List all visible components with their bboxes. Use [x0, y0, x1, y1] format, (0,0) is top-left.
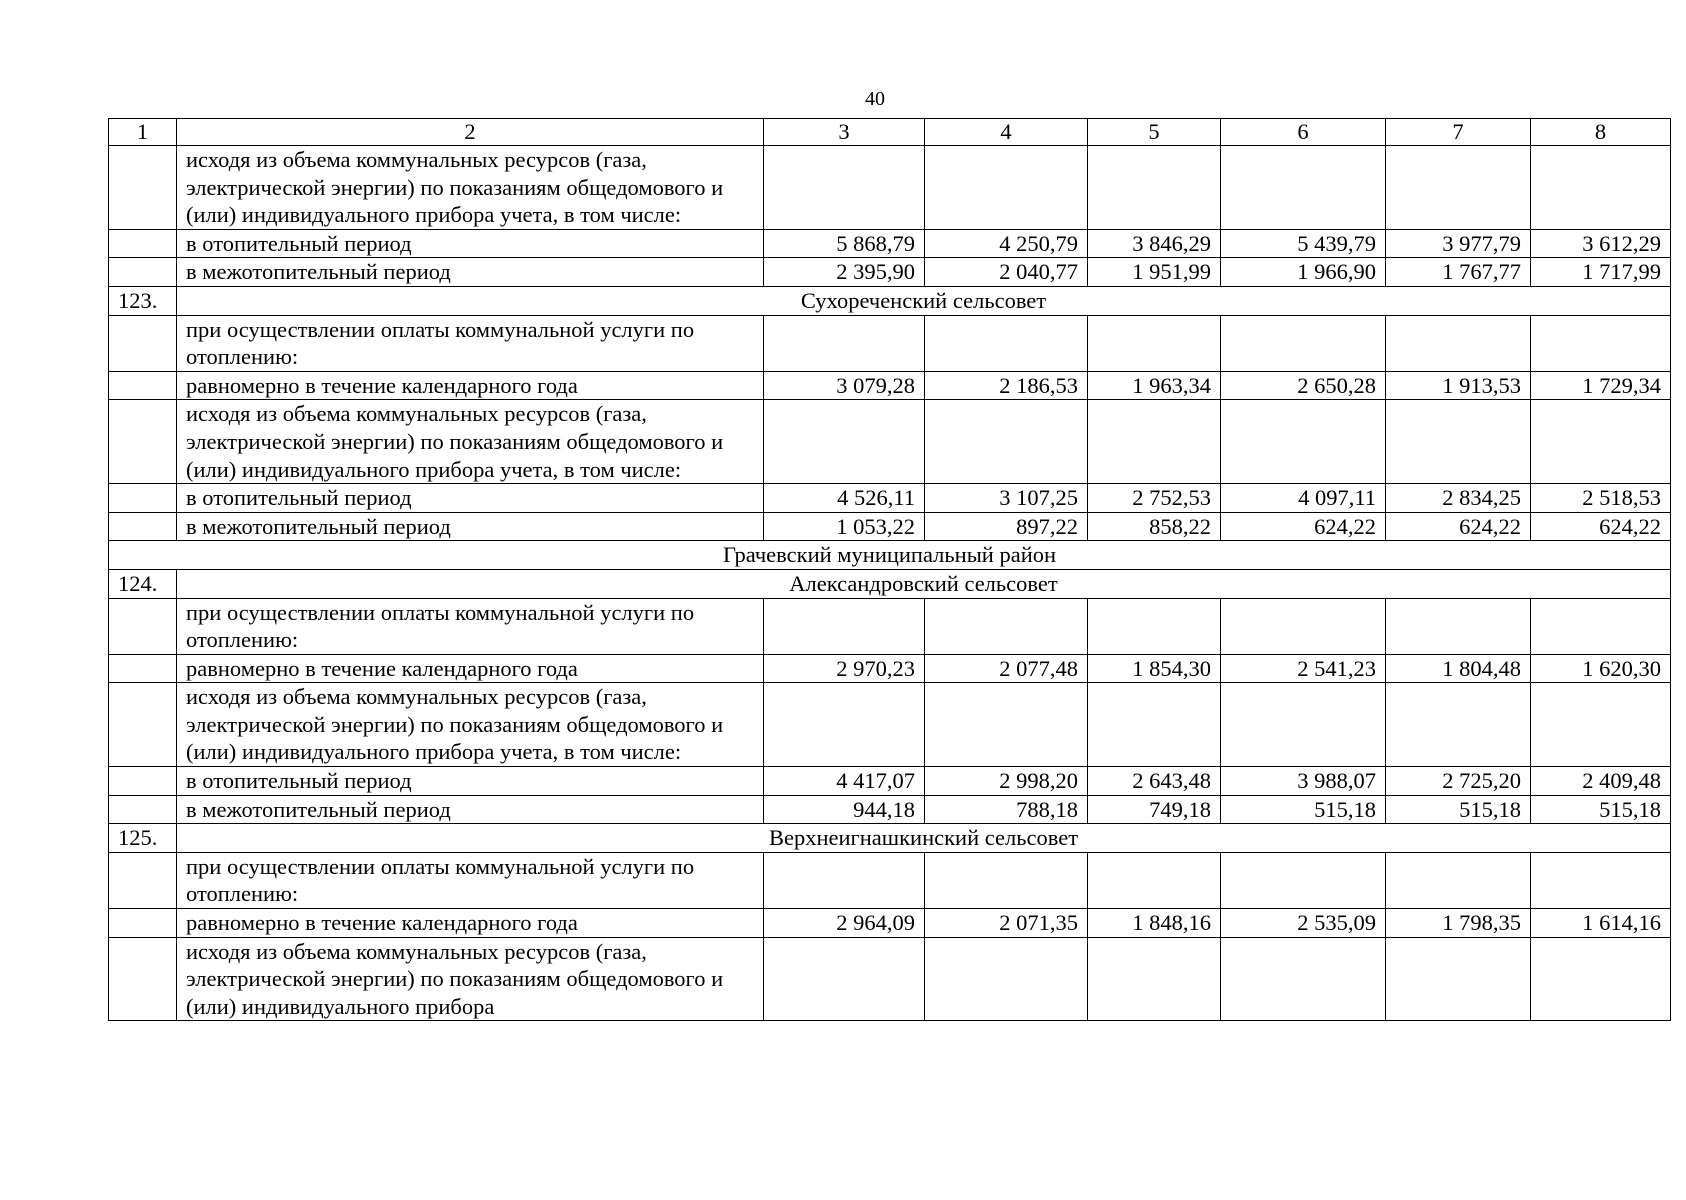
- value-cell: 3 846,29: [1088, 229, 1221, 258]
- value-cell: [925, 852, 1088, 908]
- value-cell: 3 612,29: [1531, 229, 1671, 258]
- value-cell: [925, 146, 1088, 230]
- value-cell: 515,18: [1531, 795, 1671, 824]
- row-number: 124.: [109, 569, 177, 598]
- value-cell: [925, 400, 1088, 484]
- settlement-header-row: [109, 569, 1671, 598]
- value-cell: 3 107,25: [925, 484, 1088, 513]
- value-cell: [1386, 852, 1531, 908]
- value-cell: 2 395,90: [764, 258, 925, 287]
- table-row: [109, 371, 1671, 400]
- row-number: [109, 683, 177, 767]
- value-cell: [1386, 937, 1531, 1021]
- table-row: [109, 937, 1671, 1021]
- row-description: исходя из объема коммунальных ресурсов (газа, электрической энергии) по показаниям общедомового и (или) индивидуального прибора учета, в том числе:: [177, 400, 764, 484]
- page-number: 40: [865, 88, 885, 110]
- value-cell: 4 417,07: [764, 767, 925, 796]
- row-description: в отопительный период: [177, 229, 764, 258]
- value-cell: [1386, 146, 1531, 230]
- row-description: в межотопительный период: [177, 795, 764, 824]
- table-row: [109, 315, 1671, 371]
- value-cell: 4 250,79: [925, 229, 1088, 258]
- value-cell: [925, 315, 1088, 371]
- value-cell: [764, 852, 925, 908]
- value-cell: [925, 683, 1088, 767]
- value-cell: 1 913,53: [1386, 371, 1531, 400]
- value-cell: [1221, 852, 1386, 908]
- value-cell: [1221, 146, 1386, 230]
- value-cell: [1088, 400, 1221, 484]
- settlement-header-row: [109, 286, 1671, 315]
- value-cell: 2 725,20: [1386, 767, 1531, 796]
- row-number: [109, 371, 177, 400]
- value-cell: 3 977,79: [1386, 229, 1531, 258]
- row-description: равномерно в течение календарного года: [177, 909, 764, 938]
- row-description: исходя из объема коммунальных ресурсов (газа, электрической энергии) по показаниям общедомового и (или) индивидуального прибора учета, в том числе:: [177, 683, 764, 767]
- value-cell: [764, 683, 925, 767]
- value-cell: [1088, 683, 1221, 767]
- value-cell: [1531, 146, 1671, 230]
- row-number: 125.: [109, 824, 177, 853]
- value-cell: [764, 400, 925, 484]
- table-row: [109, 400, 1671, 484]
- value-cell: [1531, 683, 1671, 767]
- column-header-row: [109, 119, 1671, 146]
- value-cell: 1 798,35: [1386, 909, 1531, 938]
- row-number: [109, 512, 177, 541]
- value-cell: 3 988,07: [1221, 767, 1386, 796]
- row-description: исходя из объема коммунальных ресурсов (газа, электрической энергии) по показаниям общедомового и (или) индивидуального прибора учета, в том числе:: [177, 146, 764, 230]
- column-header: 5: [1088, 119, 1221, 146]
- value-cell: 515,18: [1386, 795, 1531, 824]
- value-cell: 1 767,77: [1386, 258, 1531, 287]
- value-cell: 624,22: [1221, 512, 1386, 541]
- value-cell: 749,18: [1088, 795, 1221, 824]
- value-cell: 2 998,20: [925, 767, 1088, 796]
- value-cell: 1 717,99: [1531, 258, 1671, 287]
- value-cell: 788,18: [925, 795, 1088, 824]
- row-number: [109, 852, 177, 908]
- value-cell: 1 854,30: [1088, 654, 1221, 683]
- tariff-table: [108, 118, 1671, 1021]
- row-number: [109, 598, 177, 654]
- value-cell: 624,22: [1386, 512, 1531, 541]
- row-description: в отопительный период: [177, 484, 764, 513]
- value-cell: 1 804,48: [1386, 654, 1531, 683]
- value-cell: 897,22: [925, 512, 1088, 541]
- value-cell: 2 071,35: [925, 909, 1088, 938]
- value-cell: [1088, 937, 1221, 1021]
- value-cell: 2 964,09: [764, 909, 925, 938]
- row-number: [109, 937, 177, 1021]
- value-cell: [925, 598, 1088, 654]
- row-number: 123.: [109, 286, 177, 315]
- value-cell: 4 526,11: [764, 484, 925, 513]
- table-row: [109, 146, 1671, 230]
- settlement-title: Сухореченский сельсовет: [177, 286, 1671, 315]
- district-title: Грачевский муниципальный район: [109, 541, 1671, 570]
- value-cell: [1386, 400, 1531, 484]
- value-cell: 2 186,53: [925, 371, 1088, 400]
- table-row: [109, 795, 1671, 824]
- table-row: [109, 683, 1671, 767]
- value-cell: [1386, 315, 1531, 371]
- row-number: [109, 909, 177, 938]
- table-row: [109, 598, 1671, 654]
- row-description: в отопительный период: [177, 767, 764, 796]
- row-description: исходя из объема коммунальных ресурсов (газа, электрической энергии) по показаниям общедомового и (или) индивидуального прибора: [177, 937, 764, 1021]
- value-cell: 1 848,16: [1088, 909, 1221, 938]
- value-cell: 1 951,99: [1088, 258, 1221, 287]
- value-cell: [1088, 852, 1221, 908]
- value-cell: 2 834,25: [1386, 484, 1531, 513]
- value-cell: 1 620,30: [1531, 654, 1671, 683]
- value-cell: 1 966,90: [1221, 258, 1386, 287]
- value-cell: [764, 598, 925, 654]
- value-cell: 944,18: [764, 795, 925, 824]
- value-cell: [1221, 400, 1386, 484]
- table-row: [109, 909, 1671, 938]
- column-header: 7: [1386, 119, 1531, 146]
- value-cell: [1221, 937, 1386, 1021]
- value-cell: [1531, 400, 1671, 484]
- value-cell: [764, 937, 925, 1021]
- value-cell: [1088, 315, 1221, 371]
- row-number: [109, 654, 177, 683]
- column-header: 6: [1221, 119, 1386, 146]
- settlement-title: Верхнеигнашкинский сельсовет: [177, 824, 1671, 853]
- value-cell: 2 541,23: [1221, 654, 1386, 683]
- value-cell: 2 643,48: [1088, 767, 1221, 796]
- value-cell: [1531, 937, 1671, 1021]
- column-header: 1: [109, 119, 177, 146]
- value-cell: 515,18: [1221, 795, 1386, 824]
- row-description: при осуществлении оплаты коммунальной услуги по отоплению:: [177, 598, 764, 654]
- value-cell: [1531, 315, 1671, 371]
- value-cell: [1221, 683, 1386, 767]
- table-row: [109, 258, 1671, 287]
- column-header: 4: [925, 119, 1088, 146]
- row-number: [109, 229, 177, 258]
- table-row: [109, 484, 1671, 513]
- value-cell: [764, 315, 925, 371]
- value-cell: [1531, 852, 1671, 908]
- value-cell: [1221, 598, 1386, 654]
- table-row: [109, 512, 1671, 541]
- row-description: при осуществлении оплаты коммунальной услуги по отоплению:: [177, 315, 764, 371]
- table-row: [109, 852, 1671, 908]
- column-header: 3: [764, 119, 925, 146]
- value-cell: 1 614,16: [1531, 909, 1671, 938]
- row-description: равномерно в течение календарного года: [177, 654, 764, 683]
- value-cell: 2 077,48: [925, 654, 1088, 683]
- value-cell: 5 868,79: [764, 229, 925, 258]
- value-cell: 5 439,79: [1221, 229, 1386, 258]
- value-cell: 3 079,28: [764, 371, 925, 400]
- row-number: [109, 146, 177, 230]
- row-number: [109, 258, 177, 287]
- table-row: [109, 654, 1671, 683]
- value-cell: 1 729,34: [1531, 371, 1671, 400]
- value-cell: 2 752,53: [1088, 484, 1221, 513]
- value-cell: 1 053,22: [764, 512, 925, 541]
- value-cell: 2 040,77: [925, 258, 1088, 287]
- value-cell: [764, 146, 925, 230]
- value-cell: 2 535,09: [1221, 909, 1386, 938]
- value-cell: [1386, 683, 1531, 767]
- column-header: 8: [1531, 119, 1671, 146]
- row-number: [109, 400, 177, 484]
- value-cell: [925, 937, 1088, 1021]
- value-cell: [1088, 146, 1221, 230]
- table-body: [109, 146, 1671, 1021]
- table-row: [109, 229, 1671, 258]
- row-description: в межотопительный период: [177, 512, 764, 541]
- value-cell: 2 518,53: [1531, 484, 1671, 513]
- row-description: равномерно в течение календарного года: [177, 371, 764, 400]
- row-number: [109, 484, 177, 513]
- value-cell: 2 650,28: [1221, 371, 1386, 400]
- value-cell: [1531, 598, 1671, 654]
- value-cell: 858,22: [1088, 512, 1221, 541]
- value-cell: 1 963,34: [1088, 371, 1221, 400]
- district-header-row: [109, 541, 1671, 570]
- table-row: [109, 767, 1671, 796]
- value-cell: 624,22: [1531, 512, 1671, 541]
- row-number: [109, 795, 177, 824]
- settlement-header-row: [109, 824, 1671, 853]
- row-number: [109, 767, 177, 796]
- column-header: 2: [177, 119, 764, 146]
- value-cell: 2 970,23: [764, 654, 925, 683]
- value-cell: [1088, 598, 1221, 654]
- row-description: в межотопительный период: [177, 258, 764, 287]
- value-cell: [1386, 598, 1531, 654]
- value-cell: 4 097,11: [1221, 484, 1386, 513]
- settlement-title: Александровский сельсовет: [177, 569, 1671, 598]
- row-number: [109, 315, 177, 371]
- value-cell: 2 409,48: [1531, 767, 1671, 796]
- value-cell: [1221, 315, 1386, 371]
- row-description: при осуществлении оплаты коммунальной услуги по отоплению:: [177, 852, 764, 908]
